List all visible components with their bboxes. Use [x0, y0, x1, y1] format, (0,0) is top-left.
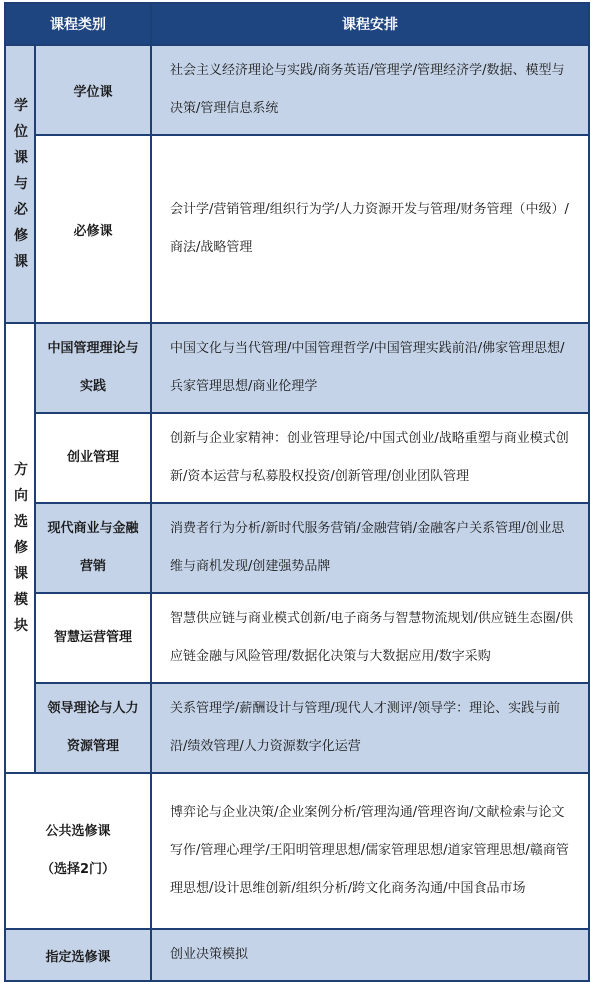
content-cell: 消费者行为分析/新时代服务营销/金融营销/金融客户关系管理/创业思维与商机发现/创建强势品牌 — [151, 503, 589, 593]
content-cell: 创业决策模拟 — [151, 929, 589, 981]
table-header-row — [5, 3, 589, 45]
header-course-arrangement: 课程安排 — [151, 3, 589, 45]
table-row — [5, 503, 589, 593]
header-course-category: 课程类别 — [5, 3, 151, 45]
content-cell: 中国文化与当代管理/中国管理哲学/中国管理实践前沿/佛家管理思想/兵家管理思想/商业伦理学 — [151, 323, 589, 413]
category-cell: 现代商业与金融营销 — [35, 503, 151, 593]
table-row — [5, 593, 589, 683]
content-cell: 智慧供应链与商业模式创新/电子商务与智慧物流规划/供应链生态圈/供应链金融与风险管理/数据化决策与大数据应用/数字采购 — [151, 593, 589, 683]
category-cell: 指定选修课 — [5, 929, 151, 981]
table-row — [5, 323, 589, 413]
table-row — [5, 683, 589, 773]
content-cell: 博弈论与企业决策/企业案例分析/管理沟通/管理咨询/文献检索与论文写作/管理心理学/王阳明管理思想/儒家管理思想/道家管理思想/赣商管理思想/设计思维创新/组织分析/跨文化商务沟通/中国食品市场 — [151, 773, 589, 929]
table-row — [5, 135, 589, 323]
category-cell: 必修课 — [35, 135, 151, 323]
category-cell: 智慧运营管理 — [35, 593, 151, 683]
category-note: （选择2门） — [40, 862, 116, 877]
table-row — [5, 45, 589, 135]
category-label: 公共选修课 — [45, 824, 111, 839]
table-row — [5, 413, 589, 503]
group-elective-modules: 方向选修课模块 — [5, 323, 35, 773]
table-row — [5, 929, 589, 981]
category-cell: 创业管理 — [35, 413, 151, 503]
course-table — [4, 2, 590, 982]
category-cell: 中国管理理论与实践 — [35, 323, 151, 413]
course-table-wrapper — [4, 2, 588, 965]
content-cell: 关系管理学/薪酬设计与管理/现代人才测评/领导学：理论、实践与前沿/绩效管理/人力资源数字化运营 — [151, 683, 589, 773]
group-degree-required: 学位课与必修课 — [5, 45, 35, 323]
category-cell: 领导理论与人力资源管理 — [35, 683, 151, 773]
category-cell: 学位课 — [35, 45, 151, 135]
category-cell — [5, 773, 151, 929]
content-cell: 社会主义经济理论与实践/商务英语/管理学/管理经济学/数据、模型与决策/管理信息系统 — [151, 45, 589, 135]
content-cell: 会计学/营销管理/组织行为学/人力资源开发与管理/财务管理（中级）/商法/战略管理 — [151, 135, 589, 323]
content-cell: 创新与企业家精神：创业管理导论/中国式创业/战略重塑与商业模式创新/资本运营与私募股权投资/创新管理/创业团队管理 — [151, 413, 589, 503]
table-row — [5, 773, 589, 929]
